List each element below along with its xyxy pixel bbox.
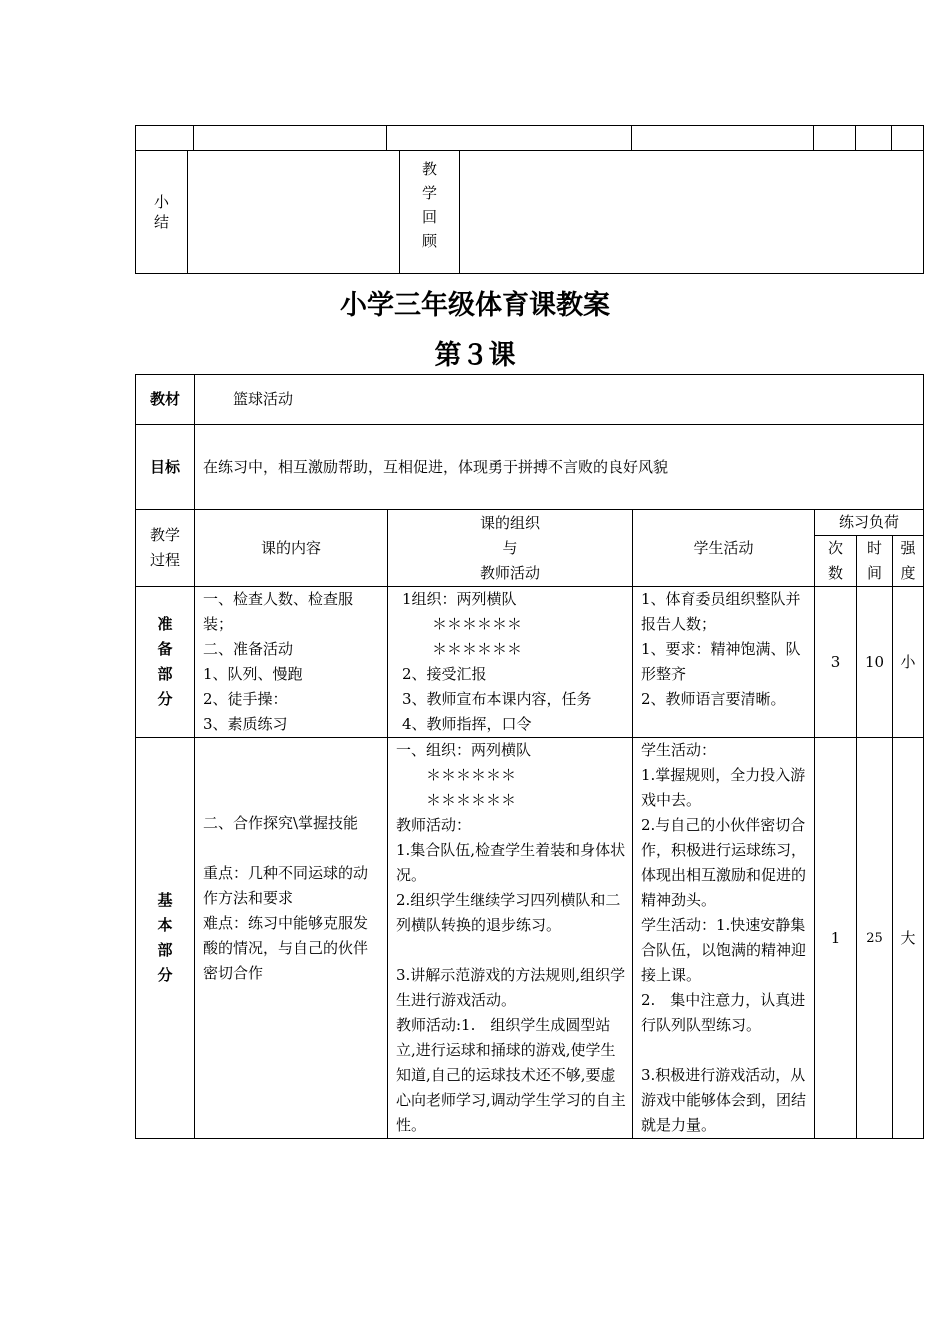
summary-label: 小 结 — [136, 151, 188, 274]
section-intensity: 大 — [893, 738, 924, 1139]
header-duration: 时 间 — [857, 536, 893, 587]
section-content: 一、检查人数、检查服装； 二、准备活动 1、队列、慢跑 2、徒手操： 3、素质练习 — [195, 587, 388, 738]
header-practice-load: 练习负荷 — [815, 510, 924, 536]
empty-cell — [856, 126, 892, 151]
section-intensity: 小 — [893, 587, 924, 738]
empty-cell — [814, 126, 856, 151]
summary-content — [188, 151, 400, 274]
empty-cell — [632, 126, 814, 151]
teaching-review-content — [460, 151, 924, 274]
summary-table — [135, 150, 924, 274]
section-organization: 1组织：两列横队 ＊＊＊＊＊＊ ＊＊＊＊＊＊ 2、接受汇报 3、教师宣布本课内容，任务 4、教师指挥，口令 — [388, 587, 633, 738]
section-organization: 一、组织：两列横队 ＊＊＊＊＊＊ ＊＊＊＊＊＊ 教师活动： 1.集合队伍,检查学生着装和身体状况。 2.组织学生继续学习四列横队和二列横队转换的退步练习。 3.讲解示范游戏的方法规则,组织学生进行游戏活动。 教师活动:1. 组织学生成圆型站立,进行运球和捅球的游戏,使学生知道,自己的运球技术还不够,要虚心向老师学习,调动学生学习的自主性。 — [388, 738, 633, 1139]
header-process: 教学 过程 — [136, 510, 195, 587]
section-label: 准 备 部 分 — [136, 587, 195, 738]
header-intensity: 强 度 — [893, 536, 924, 587]
empty-cell — [387, 126, 632, 151]
empty-cell — [136, 126, 194, 151]
section-times: 3 — [815, 587, 857, 738]
table-row — [136, 738, 924, 1139]
section-times: 1 — [815, 738, 857, 1139]
header-student-activity: 学生活动 — [633, 510, 815, 587]
section-student-activity: 学生活动： 1.掌握规则，全力投入游戏中去。 2.与自己的小伙伴密切合作，积极进行运球练习，体现出相互激励和促进的精神劲头。 学生活动：1.快速安静集合队伍，以饱满的精神迎接上课。 2. 集中注意力，认真进行队列队型练习。 3.积极进行游戏活动，从游戏中能够体会到，团结就是力量。 — [633, 738, 815, 1139]
header-content: 课的内容 — [195, 510, 388, 587]
table-row — [136, 587, 924, 738]
previous-lesson-table — [135, 125, 924, 151]
empty-cell — [892, 126, 924, 151]
header-organization: 课的组织 与 教师活动 — [388, 510, 633, 587]
section-label: 基 本 部 分 — [136, 738, 195, 1139]
material-label: 教材 — [136, 375, 195, 425]
section-content: 二、合作探究\掌握技能 重点：几种不同运球的动作方法和要求 难点：练习中能够克服发酸的情况，与自己的伙伴密切合作 — [195, 738, 388, 1139]
lesson-number: 第３课 — [434, 340, 516, 371]
goal-row — [136, 425, 924, 510]
section-student-activity: 1、体育委员组织整队并报告人数； 1、要求：精神饱满、队形整齐 2、教师语言要清晰。 — [633, 587, 815, 738]
header-row — [136, 510, 924, 536]
empty-cell — [194, 126, 387, 151]
material-value: 篮球活动 — [195, 375, 924, 425]
page-title: 小学三年级体育课教案 — [340, 290, 610, 321]
section-duration: 10 — [857, 587, 893, 738]
section-duration: 25 — [857, 738, 893, 1139]
material-row — [136, 375, 924, 425]
teaching-review-label: 教 学 回 顾 — [400, 151, 460, 274]
header-times: 次 数 — [815, 536, 857, 587]
lesson-plan-table — [135, 374, 924, 1139]
goal-value: 在练习中，相互激励帮助，互相促进，体现勇于拼搏不言败的良好风貌 — [195, 425, 924, 510]
goal-label: 目标 — [136, 425, 195, 510]
